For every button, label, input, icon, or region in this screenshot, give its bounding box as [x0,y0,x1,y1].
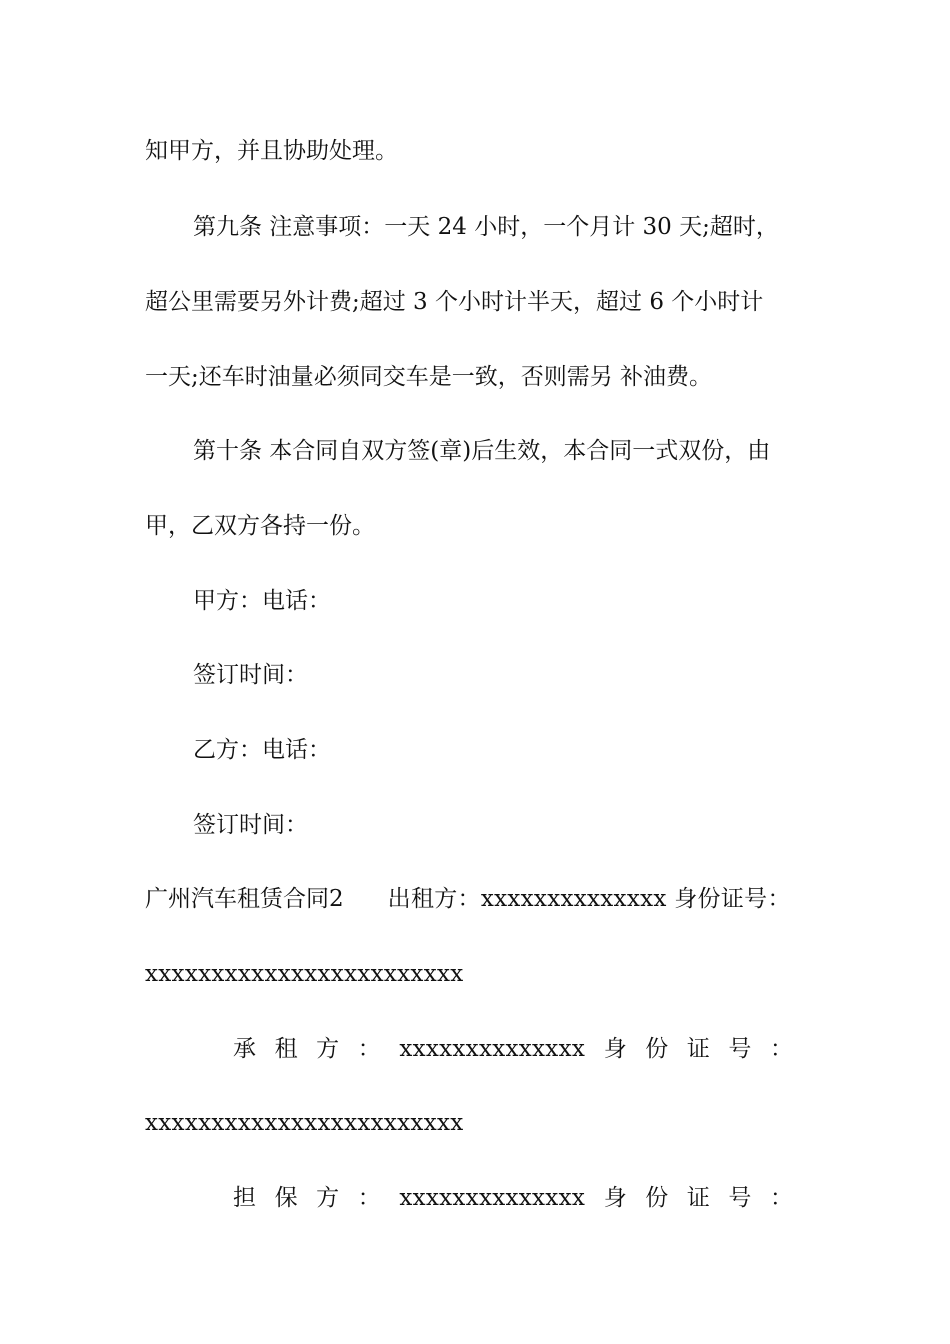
lessor-id: xxxxxxxxxxxxxxxxxxxxxxxx [145,961,464,987]
id-char: 身 [603,1185,627,1211]
sign-time-b: 签订时间： [193,812,308,838]
party-b-phone: 乙方：电话： [193,737,331,763]
article-10-line-2: 甲，乙双方各持一份。 [145,513,375,539]
guarantor-colon: ： [357,1185,381,1211]
id-char: 身 [603,1036,627,1062]
lessee-char: 租 [274,1036,298,1062]
id-char: 证 [686,1036,710,1062]
lessee-name: xxxxxxxxxxxxxx [399,1036,586,1062]
guarantor-name: xxxxxxxxxxxxxx [399,1185,586,1211]
id-char: 证 [686,1185,710,1211]
guarantor-char: 保 [274,1185,298,1211]
id-char: 份 [645,1185,669,1211]
lessee-char: 方 [316,1036,340,1062]
id-char: 号 [728,1036,752,1062]
sign-time-a: 签订时间： [193,662,308,688]
article-9-line-3: 一天;还车时油量必须同交车是一致，否则需另 补油费。 [145,364,713,390]
lessee-line [233,1034,793,1064]
guarantor-char: 担 [233,1185,256,1211]
guarantor-char: 方 [316,1185,340,1211]
contract-2-title: 广州汽车租赁合同2 [145,886,344,912]
id-char: 号 [728,1185,752,1211]
contract-2-header-line [145,884,805,914]
party-a-phone: 甲方：电话： [193,588,331,614]
id-colon: ： [770,1185,793,1211]
article-9-line-2: 超公里需要另外计费;超过 3 个小时计半天，超过 6 个小时计 [145,289,764,315]
article-9-line-1: 第九条 注意事项：一天 24 小时，一个月计 30 天;超时， [193,214,779,240]
lessee-id: xxxxxxxxxxxxxxxxxxxxxxxx [145,1110,464,1136]
paragraph-line: 知甲方，并且协助处理。 [145,138,398,164]
id-colon: ： [770,1036,793,1062]
lessor-label: 出租方：xxxxxxxxxxxxxx 身份证号： [387,886,791,912]
lessee-colon: ： [357,1036,381,1062]
id-char: 份 [645,1036,669,1062]
lessee-char: 承 [233,1036,256,1062]
article-10-line-1: 第十条 本合同自双方签(章)后生效，本合同一式双份，由 [193,438,771,464]
guarantor-line [233,1183,793,1213]
